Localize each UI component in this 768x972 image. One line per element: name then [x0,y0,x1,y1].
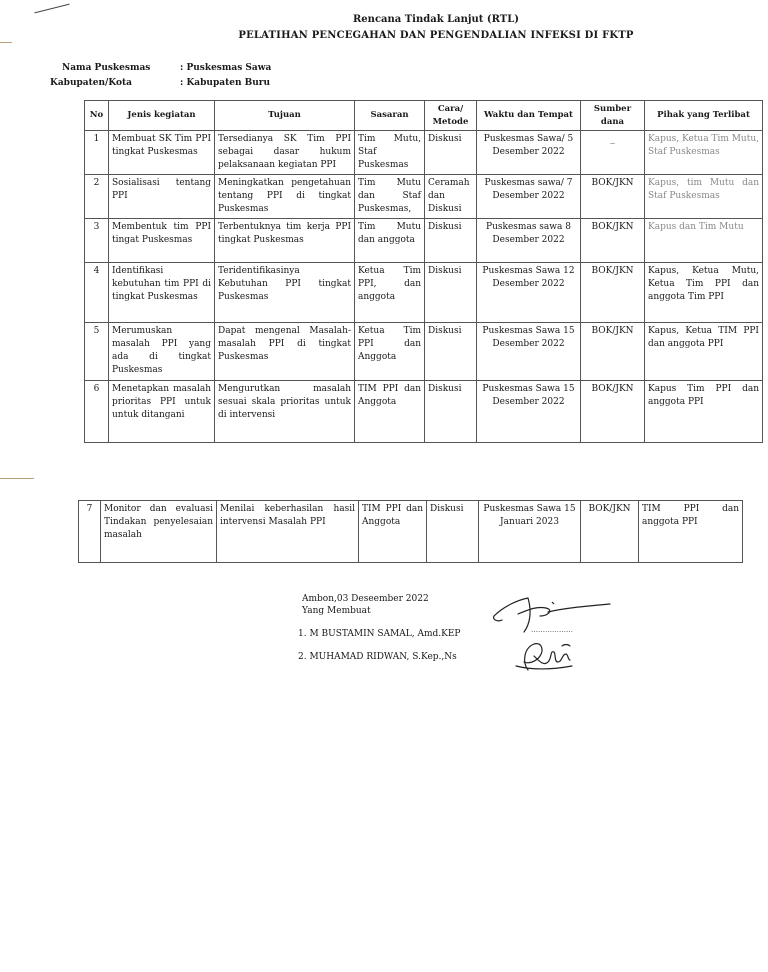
scan-mark [0,42,12,43]
puskesmas-label: Nama Puskesmas [62,63,151,73]
row-tujuan: Terbentuknya tim kerja PPI tingkat Puskesmas [215,219,355,263]
row-no: 7 [79,501,101,563]
place-date: Ambon,03 Deseember 2022 [302,594,429,604]
row-no: 6 [85,381,109,443]
row-metode: Diskusi [425,131,477,175]
signer-1: 1. M BUSTAMIN SAMAL, Amd.KEP [298,629,461,639]
row-dana: BOK/JKN [581,381,645,443]
row-waktu: Puskesmas sawa 8 Desember 2022 [477,219,581,263]
header-cell: Pihak yang Terlibat [645,101,763,131]
row-kegiatan: Merumuskan masalah PPI yang ada di tingkat Puskesmas [109,323,215,381]
row-no: 1 [85,131,109,175]
row-tujuan: Tersedianya SK Tim PPI sebagai dasar hukum pelaksanaan kegiatan PPI [215,131,355,175]
table-row [79,501,743,563]
row-pihak: TIM PPI dan anggota PPI [639,501,743,563]
scan-mark [0,478,34,479]
header-cell: Tujuan [215,101,355,131]
row-pihak: Kapus, tim Mutu dan Staf Puskesmas [645,175,763,219]
header-cell: Jenis kegiatan [109,101,215,131]
table-row [85,263,763,323]
row-metode: Diskusi [425,381,477,443]
puskesmas-line [62,63,271,73]
row-waktu: Puskesmas Sawa 15 Desember 2022 [477,381,581,443]
row-metode: Diskusi [427,501,479,563]
puskesmas-value: : Puskesmas Sawa [180,63,272,73]
row-kegiatan: Menetapkan masalah prioritas PPI untuk untuk ditangani [109,381,215,443]
row-sasaran: Ketua Tim PPI dan Anggota [355,323,425,381]
row-dana: BOK/JKN [581,323,645,381]
row-sasaran: Tim Mutu dan anggota [355,219,425,263]
row-pihak: Kapus dan Tim Mutu [645,219,763,263]
table-row [85,323,763,381]
table-header-row [85,101,763,131]
row-sasaran: Tim Mutu, Staf Puskesmas [355,131,425,175]
row-kegiatan: Identifikasi kebutuhan tim PPI di tingkat Puskesmas [109,263,215,323]
table-row [85,175,763,219]
table-row [85,381,763,443]
row-no: 4 [85,263,109,323]
rtl-table [84,100,763,443]
row-pihak: Kapus, Ketua TIM PPI dan anggota PPI [645,323,763,381]
row-pihak: Kapus, Ketua Tim Mutu, Staf Puskesmas [645,131,763,175]
kabupaten-label: Kabupaten/Kota [50,78,132,88]
header-cell: Cara/ Metode [425,101,477,131]
row-kegiatan: Sosialisasi tentang PPI [109,175,215,219]
document-subtitle: PELATIHAN PENCEGAHAN DAN PENGENDALIAN INFEKSI DI FKTP [238,30,634,41]
row-metode: Ceramah dan Diskusi [425,175,477,219]
row-metode: Diskusi [425,263,477,323]
row-waktu: Puskesmas Sawa 15 Desember 2022 [477,323,581,381]
row-dana: BOK/JKN [581,219,645,263]
table-row [85,219,763,263]
header-cell: Waktu dan Tempat [477,101,581,131]
row-sasaran: Ketua Tim PPI, dan anggota [355,263,425,323]
row-dana: BOK/JKN [581,501,639,563]
kabupaten-line [50,78,270,88]
header-cell: Sumber dana [581,101,645,131]
row-metode: Diskusi [425,323,477,381]
row-sasaran: TIM PPI dan Anggota [359,501,427,563]
signer-2: 2. MUHAMAD RIDWAN, S.Kep.,Ns [298,652,457,662]
row-kegiatan: Membentuk tim PPI tingat Puskesmas [109,219,215,263]
header-cell: Sasaran [355,101,425,131]
scan-mark [34,4,69,14]
made-by-label: Yang Membuat [302,606,371,616]
row-tujuan: Meningkatkan pengetahuan tentang PPI di tingkat Puskesmas [215,175,355,219]
signature-2-image [514,636,584,676]
row-dana: BOK/JKN [581,263,645,323]
row-tujuan: Teridentifikasinya Kebutuhan PPI tingkat Puskesmas [215,263,355,323]
row-sasaran: TIM PPI dan Anggota [355,381,425,443]
header-cell: No [85,101,109,131]
row-waktu: Puskesmas Sawa 12 Desember 2022 [477,263,581,323]
row-tujuan: Mengurutkan masalah sesuai skala prioritas untuk di intervensi [215,381,355,443]
row-waktu: Puskesmas Sawa 15 Januari 2023 [479,501,581,563]
row-metode: Diskusi [425,219,477,263]
row-dana: BOK/JKN [581,175,645,219]
kabupaten-value: : Kabupaten Buru [180,78,271,88]
signature-dots: ……………… [531,626,573,634]
table-row [85,131,763,175]
row-waktu: Puskesmas sawa/ 7 Desember 2022 [477,175,581,219]
row-tujuan: Dapat mengenal Masalah-masalah PPI di tingkat Puskesmas [215,323,355,381]
row-tujuan: Menilai keberhasilan hasil intervensi Masalah PPI [217,501,359,563]
row-pihak: Kapus, Ketua Mutu, Ketua Tim PPI dan anggota Tim PPI [645,263,763,323]
row-no: 2 [85,175,109,219]
signature-1-image [488,592,616,636]
row-kegiatan: Monitor dan evaluasi Tindakan penyelesaian masalah [101,501,217,563]
row-dana: _ [581,131,645,175]
row-no: 5 [85,323,109,381]
row-pihak: Kapus Tim PPI dan anggota PPI [645,381,763,443]
row-kegiatan: Membuat SK Tim PPI tingkat Puskesmas [109,131,215,175]
document-title: Rencana Tindak Lanjut (RTL) [353,14,519,25]
row-waktu: Puskesmas Sawa/ 5 Desember 2022 [477,131,581,175]
rtl-table-continued [78,500,743,563]
row-sasaran: Tim Mutu dan Staf Puskesmas, [355,175,425,219]
row-no: 3 [85,219,109,263]
